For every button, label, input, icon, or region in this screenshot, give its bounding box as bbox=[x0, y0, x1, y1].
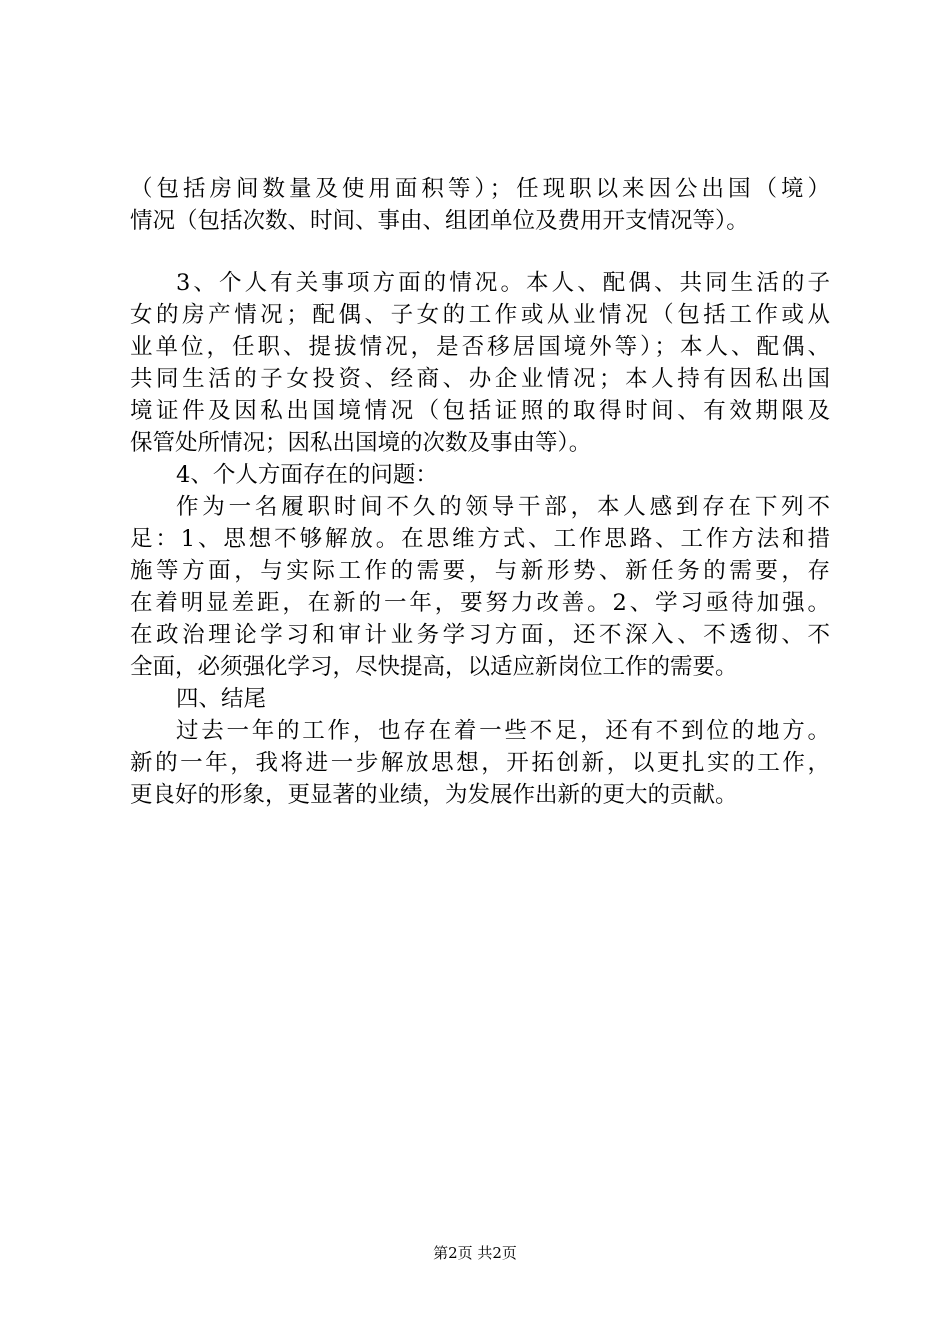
subheading-personal-problems: 4、个人方面存在的问题： bbox=[176, 462, 438, 488]
paragraph-personal-matters bbox=[130, 267, 830, 459]
text-line: 更良好的形象，更显著的业绩，为发展作出新的更大的贡献。 bbox=[130, 782, 738, 808]
page-number-footer: 第2页 共2页 bbox=[433, 1244, 517, 1262]
text-line: （包括房间数量及使用面积等）；任现职以来因公出国（境） bbox=[130, 176, 830, 202]
text-line: 在着明显差距，在新的一年，要努力改善。2、学习亟待加强。 bbox=[130, 590, 830, 616]
document-body bbox=[130, 173, 830, 811]
text-line: 保管处所情况；因私出国境的次数及事由等）。 bbox=[130, 430, 592, 456]
paragraph-conclusion bbox=[130, 715, 830, 811]
section-heading-conclusion: 四、结尾 bbox=[176, 686, 267, 712]
text-line: 新的一年，我将进一步解放思想，开拓创新，以更扎实的工作， bbox=[130, 750, 830, 776]
text-line: 施等方面，与实际工作的需要，与新形势、新任务的需要，存 bbox=[130, 558, 830, 584]
paragraph-housing-travel bbox=[130, 173, 830, 237]
text-line: 业单位，任职、提拔情况，是否移居国境外等）；本人、配偶、 bbox=[130, 334, 830, 360]
text-line: 共同生活的子女投资、经商、办企业情况；本人持有因私出国 bbox=[130, 366, 830, 392]
text-line: 过去一年的工作，也存在着一些不足，还有不到位的地方。 bbox=[176, 718, 830, 744]
text-line: 3、个人有关事项方面的情况。本人、配偶、共同生活的子 bbox=[176, 270, 830, 296]
text-line: 足：1、思想不够解放。在思维方式、工作思路、工作方法和措 bbox=[130, 526, 830, 552]
text-line: 女的房产情况；配偶、子女的工作或从业情况（包括工作或从 bbox=[130, 302, 830, 328]
paragraph-gap bbox=[130, 237, 830, 267]
text-line: 情况（包括次数、时间、事由、组团单位及费用开支情况等）。 bbox=[130, 208, 749, 234]
text-line: 在政治理论学习和审计业务学习方面，还不深入、不透彻、不 bbox=[130, 622, 830, 648]
text-line: 作为一名履职时间不久的领导干部，本人感到存在下列不 bbox=[176, 494, 830, 520]
text-line: 境证件及因私出国境情况（包括证照的取得时间、有效期限及 bbox=[130, 398, 830, 424]
text-line: 全面，必须强化学习，尽快提高，以适应新岗位工作的需要。 bbox=[130, 654, 738, 680]
paragraph-shortcomings bbox=[130, 491, 830, 683]
